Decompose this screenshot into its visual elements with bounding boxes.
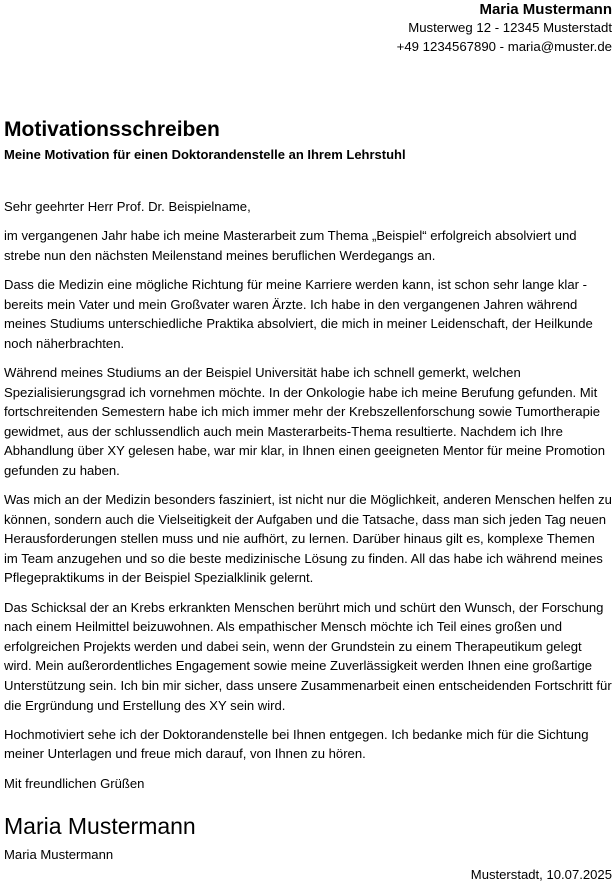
closing: Mit freundlichen Grüßen — [4, 775, 145, 791]
sender-address: Musterweg 12 - 12345 Musterstadt — [408, 20, 612, 35]
paragraph-2: Dass die Medizin eine mögliche Richtung für meine Karriere werden kann, ist schon sehr lange klar - bereits mein Vater und mein Großvater waren Ärzte. Ich habe in den vergangenen Jahren während meines Studiums unterschiedliche Praktika absolviert, die mich in meiner Leidenschaft, der Heilkunde noch näherbrachten. — [4, 276, 593, 351]
letter-body — [4, 197, 612, 803]
letter-title: Motivationsschreiben — [4, 118, 220, 141]
paragraph-1: im vergangenen Jahr habe ich meine Masterarbeit zum Thema „Beispiel“ erfolgreich absolviert und strebe nun den nächsten Meilenstand meines beruflichen Werdegangs an. — [4, 228, 577, 263]
signature: Maria Mustermann — [4, 813, 196, 839]
paragraph-5: Das Schicksal der an Krebs erkrankten Menschen berührt mich und schürt den Wunsch, der Forschung nach einem Heilmittel beizuwohnen. Als empathischer Mensch möchte ich Teil eines großen und erfolgreichen Projekts werden und dabei sein, wenn der Grundstein zu einem Therapeutikum gelegt wird. Mein außerordentliches Engagement sowie meine Zuverlässigkeit werden Ihnen eine großartige Unterstützung sein. Ich bin mir sicher, dass unsere Zusammenarbeit einen entscheidenden Fortschritt für die Ergründung und Erstellung des XY sein wird. — [4, 599, 612, 713]
paragraph-4: Was mich an der Medizin besonders fasziniert, ist nicht nur die Möglichkeit, anderen Menschen helfen zu können, sondern auch die Vielseitigkeit der Aufgaben und die Tatsache, dass man sich jeden Tag neuen Herausforderungen stellen muss und nie aufhört, zu lernen. Darüber hinaus gilt es, komplexe Themen im Team anzugehen und so die beste medizinische Lösung zu finden. All das habe ich während meines Pflegepraktikums in der Beispiel Spezialklinik gelernt. — [4, 492, 612, 586]
signature-block — [4, 812, 196, 864]
letter-subtitle: Meine Motivation für einen Doktorandenstelle an Ihrem Lehrstuhl — [4, 147, 406, 162]
printed-name: Maria Mustermann — [4, 847, 114, 862]
sender-contact: +49 1234567890 - maria@muster.de — [396, 38, 612, 54]
place-date: Musterstadt, 10.07.2025 — [470, 867, 612, 882]
sender-name: Maria Mustermann — [479, 1, 612, 18]
paragraph-6: Hochmotiviert sehe ich der Doktorandenstelle bei Ihnen entgegen. Ich bedanke mich für die Sichtung meiner Unterlagen und freue mich darauf, von Ihnen zu hören. — [4, 726, 589, 762]
paragraph-3: Während meines Studiums an der Beispiel Universität habe ich schnell gemerkt, welchen Spezialisierungsgrad ich vornehmen möchte. In der Onkologie habe ich meine Berufung gefunden. Mit fortschreitenden Semestern habe ich mich immer mehr der Krebszellenforschung sowie Tumortherapie gewidmet, aus der schlussendlich auch mein Masterarbeits-Thema resultierte. Nachdem ich Ihre Abhandlung über XY gelesen habe, war mir klar, in Ihnen einen geeigneten Mentor für meine Promotion gefunden zu haben. — [4, 364, 605, 478]
sender-block — [397, 0, 612, 56]
salutation: Sehr geehrter Herr Prof. Dr. Beispielname, — [4, 199, 251, 214]
